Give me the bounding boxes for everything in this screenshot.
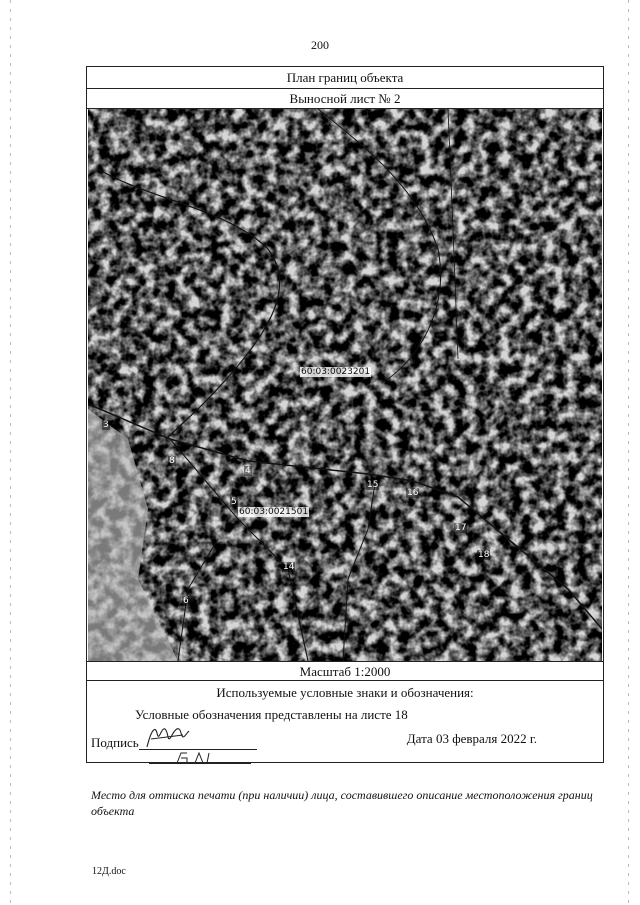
point-label-6: 6 (183, 596, 189, 606)
stamp-placeholder-note: Место для оттиска печати (при наличии) лица, составившего описание местоположения границ объекта (91, 788, 593, 818)
left-margin-line (10, 0, 11, 905)
footer-filename: 12Д.doc (92, 866, 126, 877)
aerial-map-image (88, 109, 602, 661)
point-label-14: 14 (283, 562, 295, 572)
legend-note: Условные обозначения представлены на листе 18 (135, 707, 408, 722)
page-number: 200 (311, 38, 329, 52)
point-label-17: 17 (455, 523, 467, 533)
point-label-15: 15 (367, 480, 379, 490)
point-label-3: 3 (103, 420, 109, 430)
point-label-4: 4 (245, 466, 251, 476)
map-scale: Масштаб 1:2000 (87, 661, 603, 681)
point-label-18: 18 (478, 550, 490, 560)
point-label-16: 16 (407, 488, 419, 498)
initials-line (149, 763, 251, 764)
point-label-5: 5 (231, 497, 237, 507)
aerial-map (88, 109, 602, 661)
boundary-plan-frame (86, 66, 604, 818)
parcel-label-0023201: 60:03:0023201 (301, 367, 371, 377)
point-label-8: 8 (169, 456, 175, 466)
handwritten-signature (143, 721, 191, 751)
right-margin-line (628, 0, 629, 905)
sheet-title: Выносной лист № 2 (87, 89, 603, 109)
document-date: Дата 03 февраля 2022 г. (406, 731, 537, 746)
legend-heading: Используемые условные знаки и обозначения: (216, 685, 474, 700)
plan-title: План границ объекта (87, 67, 603, 89)
signature-label: Подпись (91, 735, 139, 750)
parcel-label-0021501: 60:03:0021501 (239, 507, 309, 517)
signature-line (139, 749, 257, 750)
